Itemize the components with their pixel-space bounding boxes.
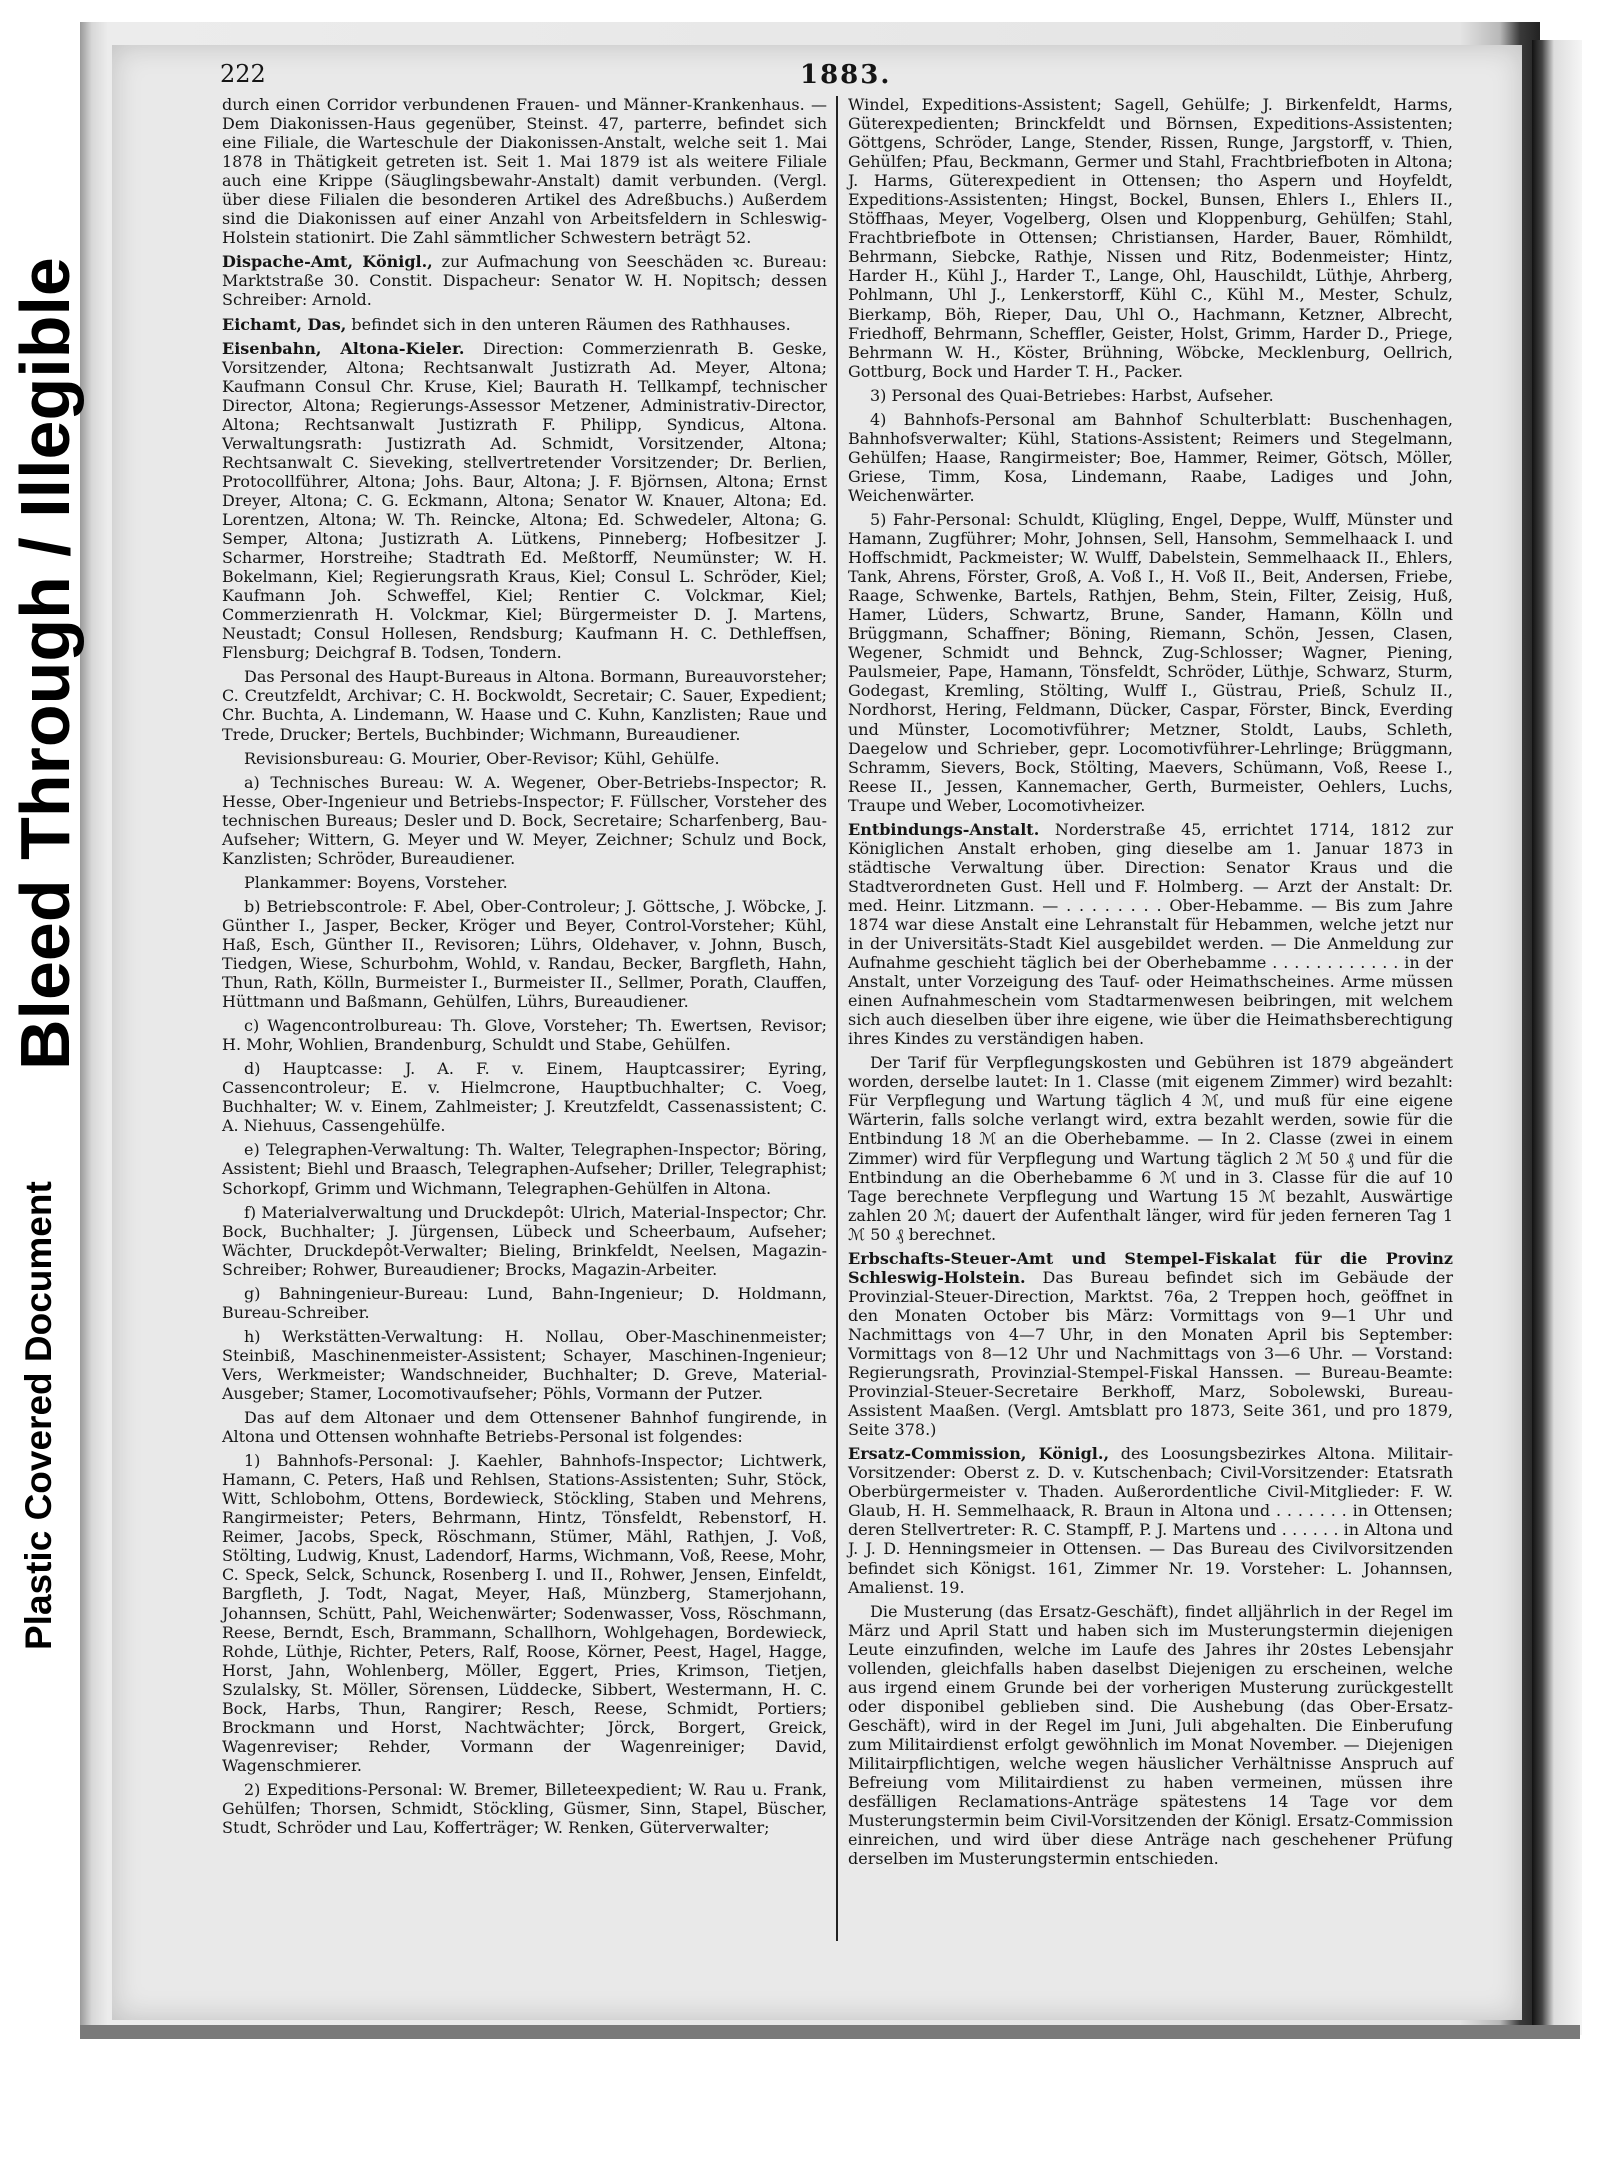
paragraph-p5 bbox=[222, 667, 827, 743]
entry-text: g) Bahningenieur-Bureau: Lund, Bahn-Ingenieur; D. Holdmann, Bureau-Schreiber. bbox=[222, 1283, 827, 1322]
entry-text: Revisionsbureau: G. Mourier, Ober-Revisor; Kühl, Gehülfe. bbox=[244, 748, 720, 768]
paragraph-r6 bbox=[848, 1053, 1453, 1243]
entry-heading: Ersatz-Commission, Königl., bbox=[848, 1444, 1110, 1464]
page-edge-bottom bbox=[80, 2025, 1580, 2039]
entry-text: Die Musterung (das Ersatz-Geschäft), findet alljährlich in der Regel im März und April Statt und haben sich im Musterungstermin diejenigen Leute einzufinden, welche im Laufe des Jahres ihr 20stes Lebensjahr vollenden, gleichfalls haben daselbst Diejenigen zu erscheinen, welche aus irgend einem Grunde bei der vorherigen Musterung zurückgestellt oder disponibel geblieben sind. Die Aushebung (das Ober-Ersatz-Geschäft), wird in der Regel im Juni, Juli abgehalten. Die Einberufung zum Militairdienst erfolgt gewöhnlich im Monat November. — Diejenigen Militairpflichtigen, welche wegen häuslicher Verhältnisse Anspruch auf Befreiung vom Militairdienst zu haben vermeinen, müssen ihre desfälligen Reclamations-Anträge spätestens 14 Tage vor dem Musterungstermin beim Civil-Vorsitzenden der Königl. Ersatz-Commission einreichen, und wird über diese Anträge nach geschehener Prüfung derselben im Musterungstermin entschieden. bbox=[848, 1601, 1453, 1869]
paragraph-r9 bbox=[848, 1602, 1453, 1869]
paragraph-p17 bbox=[222, 1451, 827, 1775]
entry-text: Das Bureau befindet sich im Gebäude der Provinzial-Steuer-Direction, Marktst. 76a, 2 Treppen hoch, geöffnet in den Monaten October bis März: Vormittags von 9—1 Uhr und Nachmittags von 4—7 Uhr, in den Monaten April bis September: Vormittags von 8—12 Uhr und Nachmittags von 3—6 Uhr. — Vorstand: Regierungsrath, Provinzial-Stempel-Fiskal Hanssen. — Bureau-Beamte: Provinzial-Steuer-Secretaire Berkhoff, Marz, Sobolewski, Bureau-Assistent Maaßen. (Vergl. Amtsblatt pro 1873, Seite 361, und pro 1879, Seite 378.) bbox=[848, 1267, 1453, 1440]
bleed-through-label: Bleed Through / Illegible bbox=[6, 257, 84, 1070]
entry-heading: Eisenbahn, Altona-Kieler. bbox=[222, 338, 465, 358]
entry-text: Das Personal des Haupt-Bureaus in Altona. Bormann, Bureauvorsteher; C. Creutzfeldt, Archivar; C. H. Bockwoldt, Secretair; C. Sauer, Expedient; Chr. Buchta, A. Lindemann, W. Haase und C. Kuhn, Kanzlisten; Raue und Trede, Drucker; Bertels, Buchbinder; Wichmann, Bureaudiener. bbox=[222, 667, 827, 744]
entry-text: Das auf dem Altonaer und dem Ottensener Bahnhof fungirende, in Altona und Ottensen wohnhafte Betriebs-Personal ist folgendes: bbox=[222, 1408, 827, 1447]
paragraph-r3 bbox=[848, 410, 1453, 505]
paragraph-p8 bbox=[222, 873, 827, 892]
entry-text: zur Aufmachung von Seeschäden ꝛc. Bureau: Marktstraße 30. Constit. Dispacheur: Senator W. H. Nopitsch; dessen Schreiber: Arnold. bbox=[222, 252, 827, 310]
entry-text: Windel, Expeditions-Assistent; Sagell, Gehülfe; J. Birkenfeldt, Harms, Güterexpedienten; Brinckfeldt und Börnsen, Expeditions-Assistenten; Göttgens, Schröder, Lange, Stender, Rissen, Runge, Jargstorff, v. Thien, Gehülfen; Pfau, Beckmann, Germer und Stahl, Frachtbriefboten in Altona; J. Harms, Güterexpedient in Ottensen; tho Aspern und Hoyfeldt, Expeditions-Assistenten; Hingst, Bockel, Bunsen, Ehlers I., Ehlers II., Stöffhaas, Meyer, Vogelberg, Olsen und Kloppenburg, Gehülfen; Stahl, Frachtbriefbote in Ottensen; Christiansen, Harder, Bauer, Römhildt, Behrmann, Siebcke, Rathje, Nissen und Ritz, Bodenmeister; Hintz, Harder H., Kühl J., Harder T., Lange, Ohl, Hauschildt, Lüthje, Ahrberg, Pohlmann, Uhl J., Lenkerstorff, Kühl C., Kühl M., Mester, Schulz, Bierkamp, Böh, Rieper, Dau, Uhl O., Hachmann, Ketzner, Albrecht, Friedhoff, Behrmann, Scheffler, Geister, Holst, Grimm, Harder D., Priege, Behrmann W. H., Köster, Brühning, Wöbcke, Mecklenburg, Oellrich, Gottburg, Bock und Harder T. H., Packer. bbox=[848, 95, 1453, 381]
paragraph-p14 bbox=[222, 1284, 827, 1322]
entry-text: e) Telegraphen-Verwaltung: Th. Walter, Telegraphen-Inspector; Böring, Assistent; Biehl und Braasch, Telegraphen-Aufseher; Driller, Telegraphist; Schorkopf, Grimm und Wichmann, Telegraphen-Gehülfen in Altona. bbox=[222, 1140, 827, 1198]
paragraph-p1 bbox=[222, 95, 827, 247]
plastic-covered-label: Plastic Covered Document bbox=[18, 1181, 59, 1650]
paragraph-p13 bbox=[222, 1203, 827, 1279]
page-edge-right bbox=[1532, 40, 1582, 2035]
entry-text: befindet sich in den unteren Räumen des Rathhauses. bbox=[346, 314, 791, 334]
paragraph-p6 bbox=[222, 749, 827, 768]
paragraph-r2 bbox=[848, 386, 1453, 405]
paragraph-p11 bbox=[222, 1059, 827, 1135]
paragraph-p10 bbox=[222, 1016, 827, 1054]
entry-heading: Erbschafts-Steuer-Amt und Stempel-Fiskalat für die Provinz Schleswig-Holstein. bbox=[848, 1248, 1453, 1287]
entry-text: 1) Bahnhofs-Personal: J. Kaehler, Bahnhofs-Inspector; Lichtwerk, Hamann, C. Peters, Haß und Rehlsen, Stations-Assistenten; Suhr, Stöck, Witt, Schlobohm, Ottens, Bordewieck, Stöckling, Staben und Mehrens, Rangirmeister; Peters, Behrmann, Hintz, Tönsfeldt, Rebenstorf, H. Reimer, Jacobs, Speck, Röschmann, Stümer, Mähl, Rathjen, J. Voß, Stölting, Ludwig, Knust, Ladendorf, Harms, Wichmann, Voß, Reese, Mohr, C. Speck, Selck, Schunck, Rosenberg I. und II., Rohwer, Jensen, Einfeldt, Bargfleth, J. Todt, Nagat, Meyer, Haß, Münzberg, Stamerjohann, Johannsen, Schütt, Pahl, Weichenwärter; Sodenwasser, Voss, Röschmann, Reese, Berndt, Esch, Brammann, Schallhorn, Wohlgehagen, Bordewieck, Rohde, Lüthje, Richter, Peters, Ralf, Roose, Körner, Peest, Hagel, Hagge, Horst, Jahn, Wohlenberg, Möller, Eggert, Pries, Krimson, Tietjen, Szulalsky, St. Möller, Sörensen, Lüddecke, Sibbert, Westermann, H. C. Bock, Harbs, Thun, Rangirer; Resch, Reese, Schmidt, Portiers; Brockmann und Horst, Nachtwächter; Jörck, Borgert, Greick, Wagenreviser; Rehder, Vormann der Wagenreiniger; David, Wagenschmierer. bbox=[222, 1451, 827, 1775]
paragraph-r4 bbox=[848, 510, 1453, 815]
paragraph-p15 bbox=[222, 1327, 827, 1403]
page-year: 1883. bbox=[800, 60, 892, 90]
entry-heading: Entbindungs-Anstalt. bbox=[848, 819, 1040, 839]
entry-text: des Loosungsbezirkes Altona. Militair-Vorsitzender: Oberst z. D. v. Kutschenbach; Civil-Vorsitzender: Etatsrath Oberbürgermeister v. Thaden. Außerordentliche Civil-Mitglieder: F. W. Glaub, H. H. Semmelhaack, R. Braun in Altona und . . . . . . . in Ottensen; deren Stellvertreter: R. C. Stampff, P. J. Martens und . . . . . . in Altona und J. J. D. Henningsmeier in Ottensen. — Das Bureau des Civilvorsitzenden befindet sich Königst. 161, Zimmer Nr. 19. Vorsteher: L. Johannsen, Amalienst. 19. bbox=[848, 1444, 1454, 1597]
paragraph-r1 bbox=[848, 95, 1453, 381]
left-column bbox=[222, 95, 827, 1837]
paragraph-r5 bbox=[848, 820, 1453, 1049]
paragraph-p4 bbox=[222, 339, 827, 663]
entry-text: Direction: Commerzienrath B. Geske, Vorsitzender, Altona; Rechtsanwalt Justizrath Ad. Meyer, Altona; Kaufmann Consul Chr. Kruse, Kiel; Baurath H. Tellkampf, technischer Director, Altona; Regierungs-Assessor Metzener, Administrativ-Director, Altona; Rechtsanwalt Justizrath F. Philipp, Syndicus, Altona. Verwaltungsrath: Justizrath Ad. Schmidt, Vorsitzender, Altona; Rechtsanwalt C. Sieveking, stellvertretender Vorsitzender; Dr. Berlien, Protocollführer, Altona; Johs. Baur, Altona; J. F. Björnsen, Altona; Ernst Dreyer, Altona; C. G. Eckmann, Altona; Senator W. Knauer, Altona; Ed. Lorentzen, Altona; W. Th. Reincke, Altona; Ed. Schwedeler, Altona; G. Semper, Altona; Justizrath A. Lütkens, Pinneberg; Hofbesitzer J. Scharmer, Horstreihe; Stadtrath Ed. Meßtorff, Neumünster; W. H. Bokelmann, Kiel; Regierungsrath Kraus, Kiel; Consul L. Schröder, Kiel; Kaufmann Joh. Schweffel, Kiel; Rentier C. Volckmar, Kiel; Commerzienrath H. Volckmar, Kiel; Bürgermeister D. J. Martens, Neustadt; Consul Hollesen, Rendsburg; Kaufmann H. C. Dethleffsen, Flensburg; Deichgraf B. Todsen, Tondern. bbox=[222, 338, 828, 663]
entry-heading: Eichamt, Das, bbox=[222, 314, 347, 334]
entry-text: a) Technisches Bureau: W. A. Wegener, Ober-Betriebs-Inspector; R. Hesse, Ober-Ingenieur und Betriebs-Inspector; F. Füllscher, Vorsteher des technischen Bureaus; Desler und D. Bock, Secretaire; Scharfenberg, Bau-Aufseher; Wittern, G. Meyer und W. Meyer, Zeichner; Schulz und Bock, Kanzlisten; Schröder, Bureaudiener. bbox=[222, 772, 827, 868]
paragraph-p7 bbox=[222, 773, 827, 868]
entry-text: Plankammer: Boyens, Vorsteher. bbox=[244, 872, 508, 892]
right-column bbox=[848, 95, 1453, 1868]
entry-text: h) Werkstätten-Verwaltung: H. Nollau, Ober-Maschinenmeister; Steinbiß, Maschinenmeister-Assistent; Schayer, Maschinen-Ingenieur; Vers, Werkmeister; Wandschneider, Buchhalter; D. Greve, Material-Ausgeber; Stamer, Locomotivaufseher; Pöhls, Vormann der Putzer. bbox=[222, 1326, 827, 1403]
entry-text: f) Materialverwaltung und Druckdepôt: Ulrich, Material-Inspector; Chr. Bock, Buchhalter; J. Jürgensen, Lübeck und Scheerbaum, Aufseher; Wächter, Druckdepôt-Verwalter; Bieling, Brinkfeldt, Neelsen, Magazin-Schreiber; Rohwer, Bureaudiener; Brocks, Magazin-Arbeiter. bbox=[222, 1202, 827, 1279]
entry-heading: Dispache-Amt, Königl., bbox=[222, 252, 433, 272]
entry-text: c) Wagencontrolbureau: Th. Glove, Vorsteher; Th. Ewertsen, Revisor; H. Mohr, Wohlien, Brandenburg, Schuldt und Stabe, Gehülfen. bbox=[222, 1016, 827, 1055]
entry-text: 4) Bahnhofs-Personal am Bahnhof Schulterblatt: Buschenhagen, Bahnhofsverwalter; Kühl, Stations-Assistent; Reimers und Stegelmann, Gehülfen; Haase, Rangirmeister; Boe, Hammer, Reimer, Götsch, Möller, Griese, Timm, Kosa, Lindemann, Raabe, Ladiges und John, Weichenwärter. bbox=[848, 409, 1453, 505]
entry-text: 5) Fahr-Personal: Schuldt, Klügling, Engel, Deppe, Wulff, Münster und Hamann, Zugführer; Mohr, Johnsen, Sell, Hansohm, Semmelhaack I. und Hoffschmidt, Packmeister; W. Wulff, Dabelstein, Semmelhaack II., Ehlers, Tank, Ahrens, Förster, Groß, A. Voß I., H. Voß II., Beit, Andersen, Friebe, Raage, Schwenke, Bartels, Rathjen, Behm, Stein, Filter, Zeisig, Huß, Hamer, Lüders, Schwartz, Brune, Sander, Hamann, Kölln und Brüggmann, Schaffner; Böning, Riemann, Schön, Jessen, Clasen, Wegener, Schmidt und Behnck, Zug-Schlosser; Wagner, Piening, Paulsmeier, Pape, Hamann, Tönsfeldt, Schröder, Lüthje, Schwarz, Sturm, Godegast, Kremling, Stölting, Wulff I., Güstrau, Prieß, Schulz II., Nordhorst, Hering, Feldmann, Dücker, Caspar, Förster, Binck, Everding und Münster, Locomotivführer; Metzner, Stoldt, Laubs, Schleth, Daegelow und Schrieber, gepr. Locomotivführer-Lehrlinge; Brüggmann, Schramm, Sievers, Bock, Stölting, Maevers, Schümann, Voß, Reese I., Reese II., Jessen, Kannemacher, Gerth, Burmeister, Oehlers, Luchs, Traupe und Weber, Locomotivheizer. bbox=[848, 509, 1453, 815]
paragraph-p16 bbox=[222, 1408, 827, 1446]
entry-text: d) Hauptcasse: J. A. F. v. Einem, Hauptcassirer; Eyring, Cassencontroleur; E. v. Hielmcrone, Hauptbuchhalter; C. Voeg, Buchhalter; W. v. Einem, Zahlmeister; J. Kreutzfeldt, Cassenassistent; C. A. Niehuus, Cassengehülfe. bbox=[222, 1059, 827, 1136]
paragraph-p3 bbox=[222, 315, 827, 334]
paragraph-r7 bbox=[848, 1249, 1453, 1439]
paragraph-p9 bbox=[222, 897, 827, 1011]
page-header bbox=[220, 60, 1450, 94]
paragraph-p2 bbox=[222, 252, 827, 309]
column-divider bbox=[836, 96, 838, 1941]
entry-text: Norderstraße 45, errichtet 1714, 1812 zur Königlichen Anstalt erhoben, ging dieselbe am 1. Januar 1873 in städtische Verwaltung über. Direction: Senator Kraus und die Stadtverordneten Gust. Hell und F. Holmberg. — Arzt der Anstalt: Dr. med. Heinr. Litzmann. — . . . . . . . . Ober-Hebamme. — Bis zum Jahre 1874 war diese Anstalt eine Lehranstalt für Hebammen, welche jetzt nur in der Universitäts-Stadt Kiel ausgebildet werden. — Die Anmeldung zur Aufnahme geschieht täglich bei der Oberhebamme . . . . . . . . . . . . in der Anstalt, unter Vorzeigung des Tauf- oder Heimathscheines. Arme müssen einen Aufnahmeschein vom Stadtarmenwesen beibringen, mit welchem sich auch dieselben über ihre eigene, wie über die Heimathsberechtigung ihres Kindes zu verständigen haben. bbox=[848, 819, 1453, 1049]
paragraph-p12 bbox=[222, 1140, 827, 1197]
entry-text: Der Tarif für Verpflegungskosten und Gebühren ist 1879 abgeändert worden, derselbe lautet: In 1. Classe (mit eigenem Zimmer) wird bezahlt: Für Verpflegung und Wartung täglich 4 ℳ, und muß für eine eigene Wärterin, falls solche verlangt wird, extra bezahlt werden, sowie für die Entbindung 18 ℳ an die Oberhebamme. — In 2. Classe (zwei in einem Zimmer) wird für Verpflegung und Wartung täglich 2 ℳ 50 ₰ und für die Entbindung an die Oberhebamme 6 ℳ und in 3. Classe für die auf 10 Tage berechnete Verpflegung und Wartung 15 ℳ bezahlt, Auswärtige zahlen 20 ℳ; dauert der Aufenthalt länger, wird für jeden ferneren Tag 1 ℳ 50 ₰ berechnet. bbox=[848, 1053, 1453, 1244]
paragraph-r8 bbox=[848, 1444, 1453, 1596]
entry-text: 2) Expeditions-Personal: W. Bremer, Billeteexpedient; W. Rau u. Frank, Gehülfen; Thorsen, Schmidt, Stöckling, Güsmer, Sinn, Stapel, Büscher, Studt, Schröder und Lau, Kofferträger; W. Renken, Güterverwalter; bbox=[222, 1779, 827, 1838]
entry-text: durch einen Corridor verbundenen Frauen- und Männer-Krankenhaus. — Dem Diakonissen-Haus gegenüber, Steinst. 47, parterre, befindet sich eine Filiale, die Warteschule der Diakonissen-Anstalt, welche seit 1. Mai 1878 in Thätigkeit getreten ist. Seit 1. Mai 1879 ist als weitere Filiale auch eine Krippe (Säuglingsbewahr-Anstalt) damit verbunden. (Vergl. über diese Filialen die besonderen Artikel des Adreßbuchs.) Außerdem sind die Diakonissen auf einer Anzahl von Arbeitsfeldern in Schleswig-Holstein stationirt. Die Zahl sämmtlicher Schwestern beträgt 52. bbox=[222, 95, 827, 248]
entry-text: b) Betriebscontrole: F. Abel, Ober-Controleur; J. Göttsche, J. Wöbcke, J. Günther I., Jasper, Becker, Kröger und Beyer, Control-Vorsteher; Kühl, Haß, Esch, Günther II., Revisoren; Lührs, Oldehaver, v. Johnn, Busch, Tiedgen, Wiese, Schurbohm, Wohld, v. Randau, Becker, Bargfleth, Hahn, Thun, Rath, Kölln, Burmeister I., Burmeister II., Sellmer, Porath, Clauffen, Hüttmann und Baßmann, Gehülfen, Lührs, Bureaudiener. bbox=[222, 896, 827, 1012]
paragraph-p18 bbox=[222, 1780, 827, 1837]
page-number: 222 bbox=[220, 60, 266, 88]
entry-text: 3) Personal des Quai-Betriebes: Harbst, Aufseher. bbox=[870, 385, 1274, 405]
